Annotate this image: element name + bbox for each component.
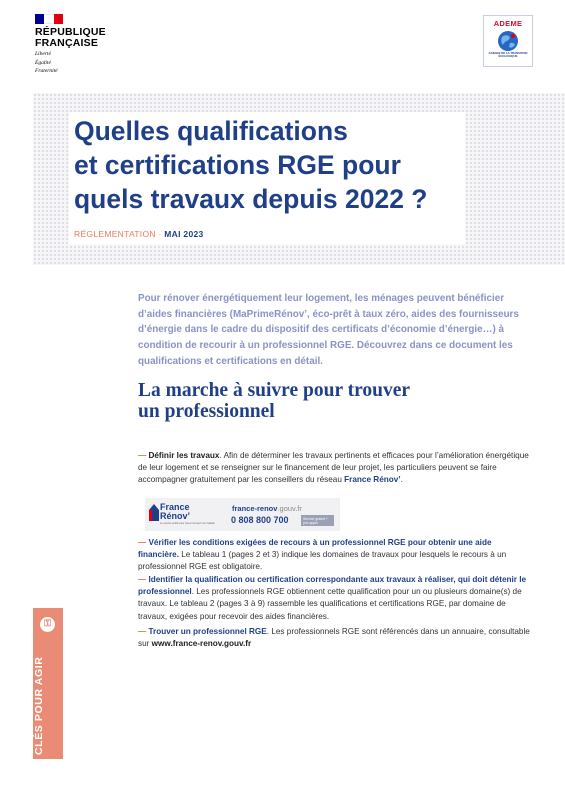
step-text: . Afin de déterminer les travaux pertinents et efficaces pour l’amélioration énergétique de leur logement et se renseigner sur le financement de leur projet, les particuliers peuvent se faire accompagner gratuitement par les conseillers du réseau xyxy=(138,451,529,485)
republic-name-line2: FRANÇAISE xyxy=(35,37,99,49)
side-tab-label: CLÉS POUR AGIR xyxy=(33,656,45,755)
republique-francaise-logo xyxy=(35,14,115,75)
key-icon: ⚿ xyxy=(40,617,55,632)
france-renov-phone[interactable]: 0 808 800 700 xyxy=(231,515,289,525)
url-tld: .gouv.fr xyxy=(277,504,302,513)
french-flag-icon xyxy=(35,14,63,24)
france-renov-logo-line1: France xyxy=(160,502,190,512)
step-tail: . xyxy=(400,475,403,485)
step-lead: Identifier la qualification ou certification correspondante aux travaux à réaliser, qui doit détenir le professionnel xyxy=(138,575,527,597)
step-text: . Les professionnels RGE sont référencés dans un annuaire, consultable sur xyxy=(138,627,530,649)
section-heading-line2: un professionnel xyxy=(138,401,275,422)
annuaire-link[interactable]: www.france-renov.gouv.fr xyxy=(151,639,252,649)
category-separator: · xyxy=(155,229,165,239)
step-check-conditions xyxy=(138,537,533,574)
url-main: france-renov xyxy=(232,504,278,513)
step-dash: — xyxy=(138,575,147,584)
france-renov-url[interactable] xyxy=(232,504,302,513)
step-lead: Vérifier les conditions exigées de recours à un professionnel RGE pour obtenir une aide financière. xyxy=(138,538,492,560)
step-define-works xyxy=(138,450,533,487)
globe-icon xyxy=(497,30,519,52)
france-renov-logo xyxy=(148,501,220,528)
category-label: RÉGLEMENTATION xyxy=(74,229,156,239)
republic-name-line1: RÉPUBLIQUE xyxy=(35,26,106,38)
step-dash: — xyxy=(138,451,147,460)
step-identify-qualification xyxy=(138,574,533,623)
motto-fraternite: Fraternité xyxy=(35,68,58,74)
ademe-title: ADEME xyxy=(493,19,523,28)
france-renov-contact-box xyxy=(145,498,340,531)
ademe-logo xyxy=(483,15,533,67)
title-line-1: Quelles qualifications xyxy=(74,116,348,146)
step-dash: — xyxy=(138,627,147,636)
step-text: . Les professionnels RGE obtiennent cette qualification pour un ou plusieurs domaine(s) de travaux. Le tableau 2 (pages 3 à 9) rassemble les qualifications et certifications RGE, par domaine de travaux, exigées pour recevoir des aides financières. xyxy=(138,587,522,621)
france-renov-link[interactable]: France Rénov’ xyxy=(344,475,401,485)
section-heading-line1: La marche à suivre pour trouver xyxy=(138,380,411,401)
step-lead: Trouver un professionnel RGE xyxy=(148,627,267,636)
motto-liberte: Liberté xyxy=(35,51,51,57)
section-heading xyxy=(138,380,518,422)
step-find-professional xyxy=(138,626,533,650)
category-line xyxy=(74,229,204,239)
motto-egalite: Égalité xyxy=(35,59,51,66)
france-renov-tagline: Le service public pour mieux rénover mon habitat xyxy=(160,522,215,525)
intro-paragraph: Pour rénover énergétiquement leur logement, les ménages peuvent bénéficier d’aides financières (MaPrimeRénov’, éco-prêt à taux zéro, aides des fournisseurs d’énergie dans le cadre du dispositif des certificats d’économie d’énergie…) à condition de recourir à un professionnel RGE. Découvrez dans ce document les qualifications et certifications en détail. xyxy=(138,293,519,367)
title-line-2: et certifications RGE pour xyxy=(74,150,401,180)
title-line-3: quels travaux depuis 2022 ? xyxy=(74,184,428,214)
step-lead: Définir les travaux xyxy=(148,451,220,460)
step-text: Le tableau 1 (pages 2 et 3) indique les domaines de travaux pour lesquels le recours à un professionnel RGE est obligatoire. xyxy=(138,550,507,572)
free-service-badge: Service gratuit + prix appel xyxy=(301,515,334,526)
step-dash: — xyxy=(138,538,147,547)
house-icon xyxy=(148,501,159,521)
page-title xyxy=(74,114,484,216)
france-renov-logo-line2: Rénov’ xyxy=(160,511,191,521)
ademe-subtitle: AGENCE DE LA TRANSITION ÉCOLOGIQUE xyxy=(488,51,528,59)
publication-date: MAI 2023 xyxy=(164,229,204,239)
